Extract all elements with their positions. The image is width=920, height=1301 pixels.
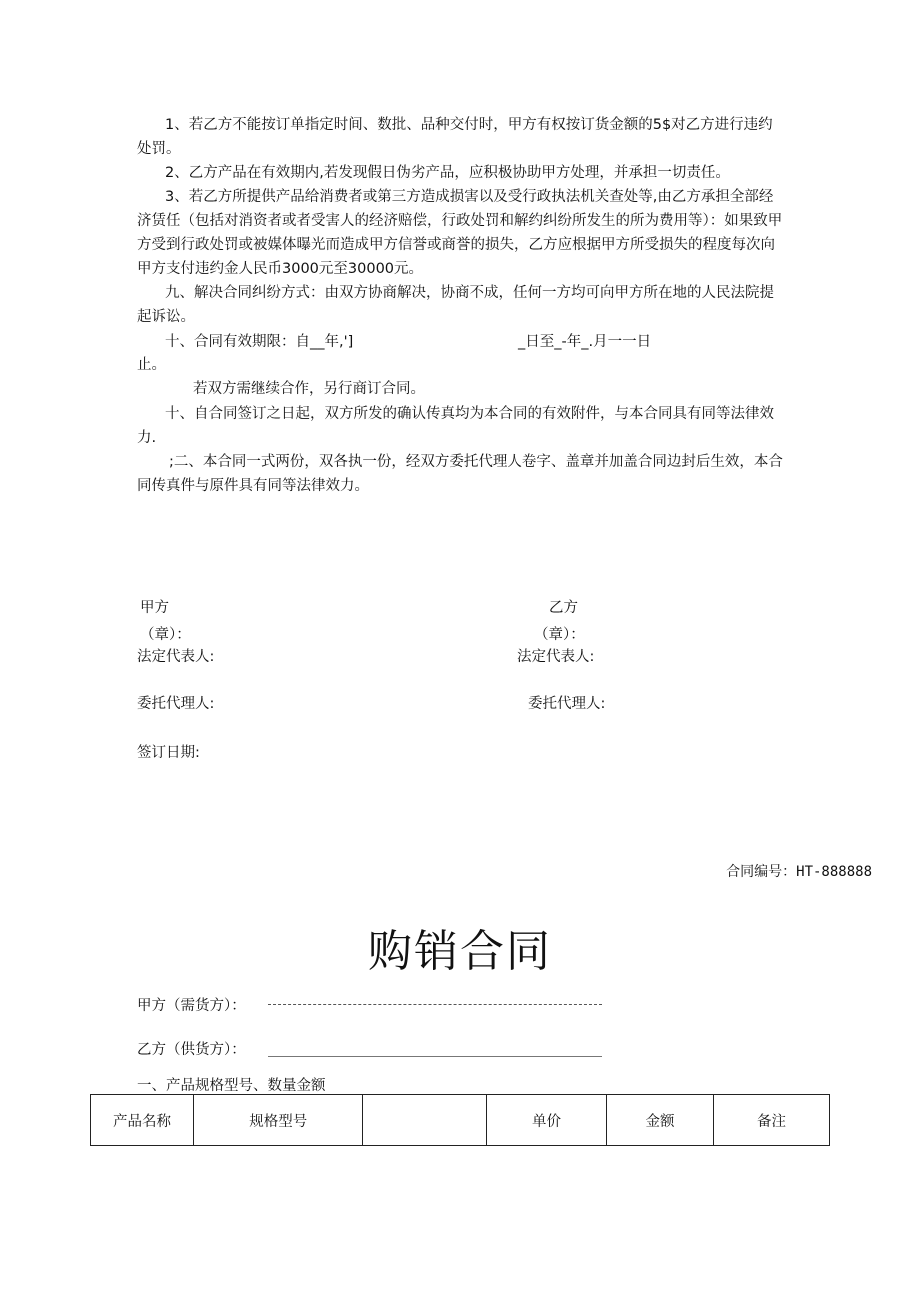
clause-quality: 2、乙方产品在有效期内,若发现假日伪劣产品，应积极协助甲方处理，并承担一切责任。 [165,165,730,181]
term-end: _日至_-年_.月一一日 [518,334,652,350]
party-a-label: 甲方 [140,600,169,616]
party-a-seal: （章）： [140,627,191,643]
header-unit-price: 单价 [487,1095,607,1146]
header-remarks: 备注 [714,1095,830,1146]
header-blank [363,1095,487,1146]
header-spec-model: 规格型号 [194,1095,363,1146]
clause-penalty: 1、若乙方不能按订单指定时间、数批、品种交付时，甲方有权按订货金额的5$对乙方进行违约处罚。 [137,117,773,157]
clause-liability: 3、若乙方所提供产品给消费者或第三方造成损害以及受行政执法机关查处等,由乙方承担全部经济赁任（包括对消资者或者受害人的经济赔偿，行政处罚和解约纠纷所发生的所为费用等）：如果致甲方受到行政处罚或被媒体曝光而造成甲方信誉或商誉的损失，乙方应根据甲方所受损失的程度每次向甲方支付违约金人民币3000元至30000元。 [137,189,783,277]
renewal-note: 若双方需继续合作，另行商订合同。 [193,381,425,397]
term-tail: 止。 [137,357,166,373]
supplier-label: 乙方（供货方）： [137,1042,246,1058]
section-one-heading: 一、产品规格型号、数量金额 [137,1078,326,1094]
party-b-seal: （章）： [534,627,585,643]
header-product-name: 产品名称 [91,1095,194,1146]
clause-effect: 十、自合同签订之日起，双方所发的确认传真均为本合同的有效附件，与本合同具有同等法律效力. [137,406,774,446]
buyer-label: 甲方（需货方）： [137,998,246,1014]
header-amount: 金额 [607,1095,714,1146]
party-a-agent: 委托代理人: [137,696,215,712]
party-b-label: 乙方 [549,600,578,616]
sign-date: 签订日期: [137,745,200,761]
supplier-blank-line [268,1056,602,1057]
page-title: 购销合同 [368,926,552,977]
clause-copies: ;二、本合同一式两份，双各执一份，经双方委托代理人卷字、盖章并加盖合同边封后生效，本合同传真件与原件具有同等法律效力。 [137,454,783,494]
party-b-legal-rep: 法定代表人: [517,649,595,665]
contract-number: 合同编号：HT-888888 [726,864,872,880]
spec-table [90,1094,830,1146]
party-b-agent: 委托代理人: [528,696,606,712]
term-start: 十、合同有效期限：自__年,'] [165,334,354,350]
table-header-row [91,1095,830,1146]
party-a-legal-rep: 法定代表人: [137,649,215,665]
clause-dispute: 九、解决合同纠纷方式：由双方协商解决，协商不成，任何一方均可向甲方所在地的人民法院提起诉讼。 [137,285,774,325]
buyer-blank-line [268,1004,602,1005]
